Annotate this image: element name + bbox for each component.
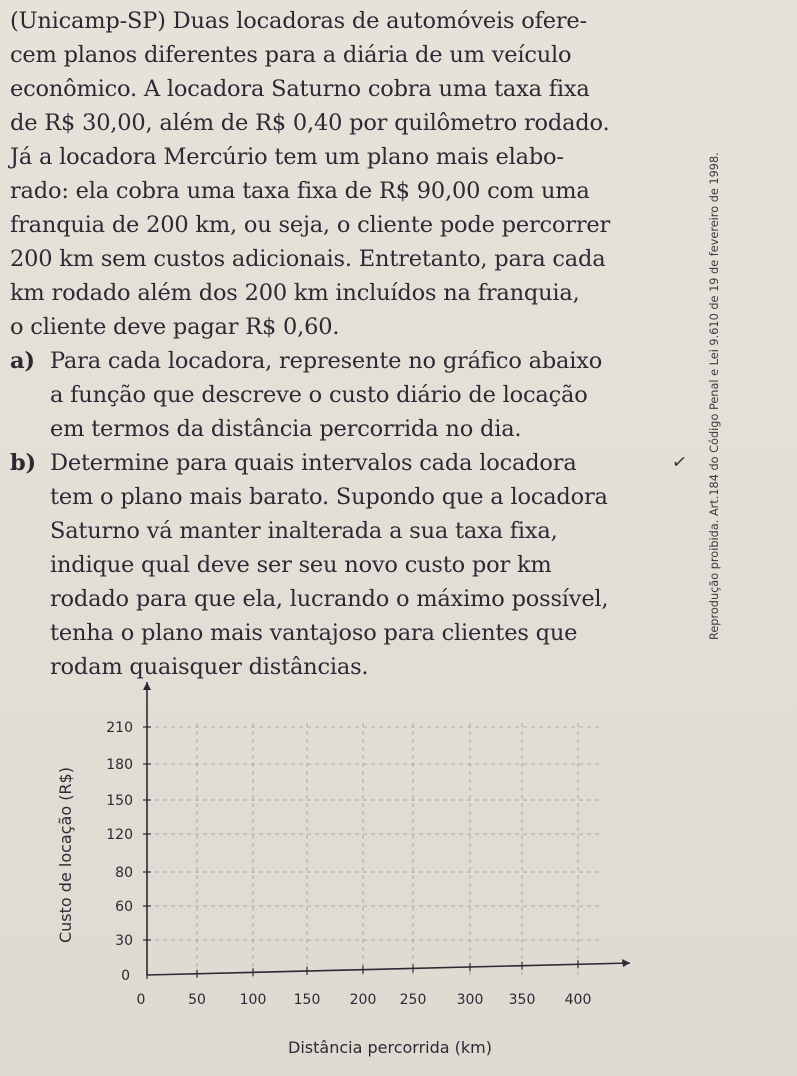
x-tick-label: 400 — [564, 992, 592, 1008]
problem-statement — [10, 4, 670, 344]
item-marker: b) — [10, 450, 36, 476]
check-mark: ✓ — [670, 451, 689, 474]
item-line: tem o plano mais barato. Supondo que a locadora — [50, 484, 608, 510]
item-line: tenha o plano mais vantajoso para clientes que — [50, 620, 578, 646]
chart-x-axis-label: Distância percorrida (km) — [288, 1038, 492, 1057]
y-tick-label: 0 — [121, 968, 130, 984]
y-tick-label: 60 — [115, 899, 133, 915]
problem-line: o cliente deve pagar R$ 0,60. — [10, 314, 340, 340]
item-line: Determine para quais intervalos cada locadora — [50, 450, 577, 476]
problem-line: rado: ela cobra uma taxa fixa de R$ 90,00 com uma — [10, 178, 590, 204]
x-tick-label: 100 — [239, 992, 267, 1008]
problem-line: econômico. A locadora Saturno cobra uma taxa fixa — [10, 76, 590, 102]
copyright-note: Reprodução proibida. Art.184 do Código Penal e Lei 9.610 de 19 de fevereiro de 1998. — [708, 152, 721, 640]
problem-item — [10, 446, 670, 684]
item-line: rodam quaisquer distâncias. — [50, 654, 369, 680]
item-line: indique qual deve ser seu novo custo por km — [50, 552, 552, 578]
y-tick-label: 30 — [115, 933, 133, 949]
problem-line: Já a locadora Mercúrio tem um plano mais elabo- — [10, 144, 564, 170]
x-tick-label: 350 — [508, 992, 536, 1008]
chart-y-axis-label: Custo de locação (R$) — [56, 767, 75, 943]
y-tick-label: 120 — [106, 827, 133, 843]
x-tick-label: 200 — [349, 992, 377, 1008]
problem-line: de R$ 30,00, além de R$ 0,40 por quilômetro rodado. — [10, 110, 610, 136]
problem-text — [10, 4, 670, 684]
problem-line: (Unicamp-SP) Duas locadoras de automóveis ofere- — [10, 8, 587, 34]
item-marker: a) — [10, 348, 35, 374]
item-line: Para cada locadora, represente no gráfico abaixo — [50, 348, 603, 374]
x-tick-label: 250 — [399, 992, 427, 1008]
x-tick-label: 50 — [188, 992, 206, 1008]
item-line: rodado para que ela, lucrando o máximo possível, — [50, 586, 609, 612]
item-line: a função que descreve o custo diário de locação — [50, 382, 588, 408]
y-tick-label: 80 — [115, 865, 133, 881]
y-tick-label: 180 — [106, 757, 133, 773]
x-axis-arrow — [622, 959, 630, 967]
x-axis — [147, 963, 630, 975]
x-tick-label: 0 — [136, 992, 146, 1008]
problem-items — [10, 344, 670, 684]
problem-line: franquia de 200 km, ou seja, o cliente pode percorrer — [10, 212, 611, 238]
y-tick-label: 210 — [106, 720, 133, 736]
x-tick-label: 300 — [456, 992, 484, 1008]
problem-line: cem planos diferentes para a diária de um veículo — [10, 42, 572, 68]
item-line: Saturno vá manter inalterada a sua taxa fixa, — [50, 518, 558, 544]
x-tick-label: 150 — [293, 992, 321, 1008]
item-line: em termos da distância percorrida no dia. — [50, 416, 522, 442]
problem-item — [10, 344, 670, 446]
y-tick-label: 150 — [106, 793, 133, 809]
problem-line: 200 km sem custos adicionais. Entretanto, para cada — [10, 246, 606, 272]
problem-line: km rodado além dos 200 km incluídos na franquia, — [10, 280, 580, 306]
